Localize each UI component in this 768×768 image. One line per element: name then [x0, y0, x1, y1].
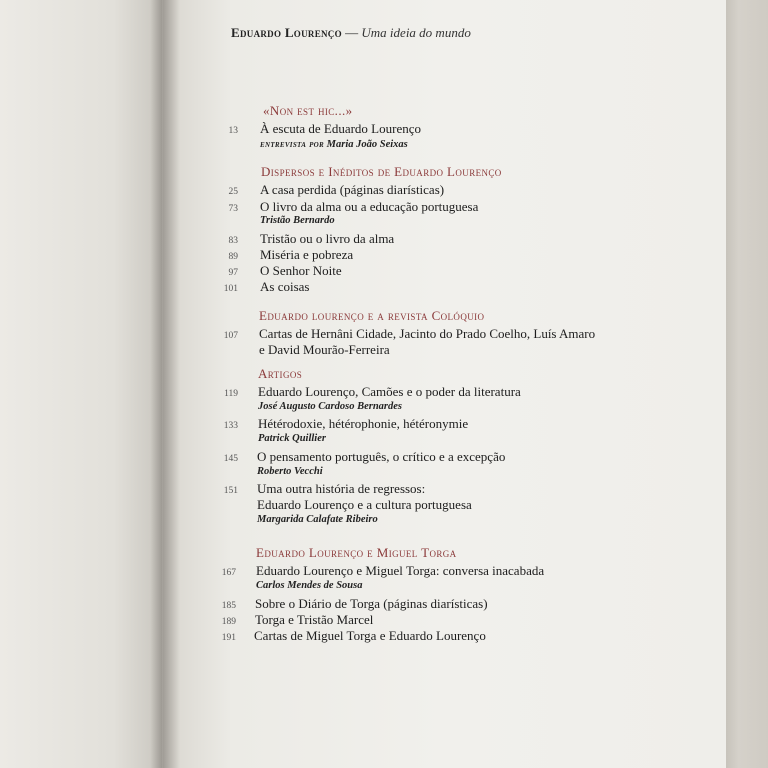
header-author: Eduardo Lourenço — [231, 25, 342, 40]
toc-entry-title: Eduardo Lourenço, Camões e o poder da literatura — [258, 384, 521, 399]
page-number: 101 — [223, 284, 238, 294]
toc-entry-title: Hétérodoxie, hétérophonie, hétéronymie — [258, 416, 469, 431]
toc-entry-byline: José Augusto Cardoso Bernardes — [258, 401, 403, 412]
toc-entry-byline: Carlos Mendes de Sousa — [256, 580, 363, 591]
page-number: 13 — [228, 126, 238, 136]
toc-entry-title: As coisas — [260, 279, 310, 294]
section-heading: Artigos — [258, 366, 303, 381]
header-book-title: Uma ideia do mundo — [361, 25, 471, 40]
toc-entry-title-cont: e David Mourão-Ferreira — [259, 342, 390, 357]
book-gutter — [150, 0, 180, 768]
section-heading: «Non est hic...» — [263, 103, 353, 118]
toc-entry-title: O Senhor Noite — [260, 263, 342, 278]
section-heading: Eduardo lourenço e a revista Colóquio — [259, 308, 485, 323]
page-number: 185 — [221, 601, 236, 611]
header-separator: — — [345, 25, 359, 40]
toc-entry-title-cont: Eduardo Lourenço e a cultura portuguesa — [257, 497, 472, 512]
toc-entry-title: À escuta de Eduardo Lourenço — [260, 121, 421, 136]
page-number: 73 — [228, 204, 238, 214]
toc-entry-title: Tristão ou o livro da alma — [260, 231, 395, 246]
page-number: 97 — [228, 268, 238, 278]
page-number: 107 — [223, 331, 238, 341]
toc-entry-byline: Roberto Vecchi — [257, 466, 323, 477]
page-number: 119 — [224, 389, 238, 399]
page-number: 167 — [221, 568, 236, 578]
toc-entry-byline — [260, 139, 408, 150]
toc-entry-title: O pensamento português, o crítico e a excepção — [257, 449, 506, 464]
byline-author: Maria João Seixas — [326, 139, 408, 150]
toc-entry-title: Miséria e pobreza — [260, 247, 354, 262]
toc-entry-byline: Margarida Calafate Ribeiro — [257, 514, 378, 525]
toc-entry-title: A casa perdida (páginas diarísticas) — [260, 182, 445, 197]
toc-entry-byline: Patrick Quillier — [258, 433, 326, 444]
section-heading: Dispersos e Inéditos de Eduardo Lourenço — [261, 164, 502, 179]
toc-entry-title: Cartas de Miguel Torga e Eduardo Lourenço — [254, 628, 486, 643]
toc-entry-title: Torga e Tristão Marcel — [255, 612, 374, 627]
left-page — [0, 0, 162, 768]
page-number: 83 — [228, 236, 238, 246]
page-number: 145 — [223, 454, 238, 464]
byline-label: entrevista por — [260, 139, 325, 150]
page-number: 151 — [223, 486, 238, 496]
toc-entry-title: Eduardo Lourenço e Miguel Torga: conversa inacabada — [256, 563, 545, 578]
toc-entry-title: Uma outra história de regressos: — [257, 481, 426, 496]
page-number: 25 — [228, 187, 238, 197]
running-header — [231, 25, 471, 41]
page-number: 191 — [221, 633, 236, 643]
page-edge — [726, 0, 768, 768]
toc-entry-byline: Tristão Bernardo — [260, 215, 335, 226]
toc-entry-title: Cartas de Hernâni Cidade, Jacinto do Prado Coelho, Luís Amaro — [259, 326, 596, 341]
toc-entry-title: O livro da alma ou a educação portuguesa — [260, 199, 479, 214]
page-number: 89 — [228, 252, 238, 262]
page-number: 133 — [223, 421, 238, 431]
page-number: 189 — [221, 617, 236, 627]
section-heading: Eduardo Lourenço e Miguel Torga — [256, 545, 457, 560]
toc-entry-title: Sobre o Diário de Torga (páginas diarísticas) — [255, 596, 488, 611]
